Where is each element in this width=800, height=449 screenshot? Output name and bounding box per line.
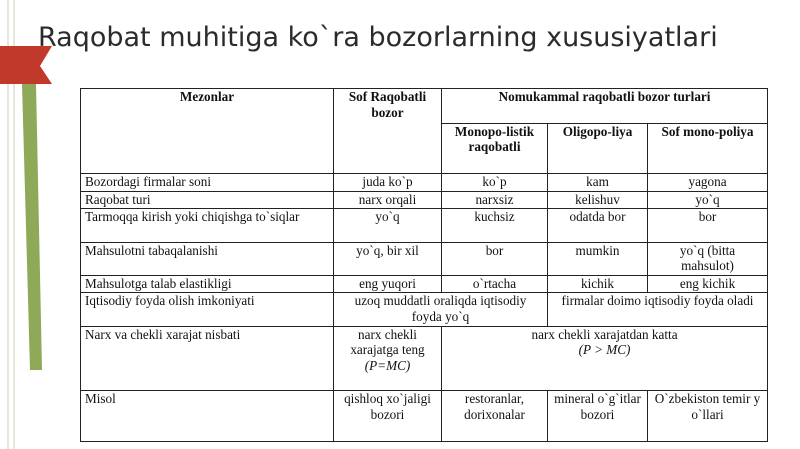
cell-sof-monopoliya: yo`q bbox=[648, 191, 768, 208]
cell-monopolistik: narxsiz bbox=[442, 191, 548, 208]
table-row bbox=[81, 276, 768, 293]
cell-sof: juda ko`p bbox=[334, 174, 442, 191]
cell-sof-monopoliya: bor bbox=[648, 209, 768, 243]
cell-sof-and-monopolistik: uzoq muddatli oraliqda iqtisodiy foyda yo`q bbox=[334, 293, 548, 327]
cell-monopolistik: bor bbox=[442, 242, 548, 276]
cell-sof-monopoliya: O`zbekiston temir y o`llari bbox=[648, 391, 768, 442]
table-row bbox=[81, 174, 768, 191]
cell-oligopoliya: kichik bbox=[548, 276, 648, 293]
cell-oligopoliya: kam bbox=[548, 174, 648, 191]
cell-sof: narx orqali bbox=[334, 191, 442, 208]
slide-decoration bbox=[0, 0, 60, 449]
cell-nomukammal-formula: (P > MC) bbox=[578, 342, 631, 358]
header-sof-raqobatli: Sof Raqobatli bozor bbox=[334, 89, 442, 174]
header-monopolistik: Monopo-listik raqobatli bbox=[442, 123, 548, 174]
row-criterion: Misol bbox=[81, 391, 334, 442]
table-row bbox=[81, 242, 768, 276]
slide-title: Raqobat muhitiga ko`ra bozorlarning xususiyatlari bbox=[38, 22, 718, 53]
row-criterion: Narx va chekli xarajat nisbati bbox=[81, 326, 334, 390]
table-row bbox=[81, 191, 768, 208]
cell-sof-monopoliya: yo`q (bitta mahsulot) bbox=[648, 242, 768, 276]
cell-monopolistik: ko`p bbox=[442, 174, 548, 191]
row-criterion: Mahsulotga talab elastikligi bbox=[81, 276, 334, 293]
cell-sof-monopoliya: yagona bbox=[648, 174, 768, 191]
header-oligopoliya: Oligopo-liya bbox=[548, 123, 648, 174]
green-ribbon-shape bbox=[22, 84, 42, 370]
cell-monopolistik: kuchsiz bbox=[442, 209, 548, 243]
table-row bbox=[81, 293, 768, 327]
cell-sof: qishloq xo`jaligi bozori bbox=[334, 391, 442, 442]
cell-oligopoliya: mineral o`g`itlar bozori bbox=[548, 391, 648, 442]
header-nomukammal: Nomukammal raqobatli bozor turlari bbox=[442, 89, 768, 124]
header-sof-monopoliya: Sof mono-poliya bbox=[648, 123, 768, 174]
row-criterion: Mahsulotni tabaqalanishi bbox=[81, 242, 334, 276]
row-criterion: Tarmoqqa kirish yoki chiqishga to`siqlar bbox=[81, 209, 334, 243]
cell-sof: yo`q, bir xil bbox=[334, 242, 442, 276]
table-row bbox=[81, 391, 768, 442]
comparison-table-container bbox=[80, 88, 767, 442]
table-row bbox=[81, 326, 768, 390]
cell-monopolistik: restoranlar, dorixonalar bbox=[442, 391, 548, 442]
row-criterion: Bozordagi firmalar soni bbox=[81, 174, 334, 191]
cell-nomukammal bbox=[442, 326, 768, 390]
cell-oligopoliya: kelishuv bbox=[548, 191, 648, 208]
cell-oligopoliya-and-sof-monopoliya: firmalar doimo iqtisodiy foyda oladi bbox=[548, 293, 768, 327]
cell-monopolistik: o`rtacha bbox=[442, 276, 548, 293]
header-mezonlar: Mezonlar bbox=[81, 89, 334, 174]
cell-sof: eng yuqori bbox=[334, 276, 442, 293]
row-criterion: Raqobat turi bbox=[81, 191, 334, 208]
table-row bbox=[81, 209, 768, 243]
cell-sof-monopoliya: eng kichik bbox=[648, 276, 768, 293]
cell-oligopoliya: odatda bor bbox=[548, 209, 648, 243]
comparison-table bbox=[80, 88, 768, 442]
cell-sof: yo`q bbox=[334, 209, 442, 243]
cell-sof-formula: (P=MC) bbox=[364, 357, 411, 373]
cell-nomukammal-text: narx chekli xarajatdan katta bbox=[531, 326, 678, 342]
cell-sof bbox=[334, 326, 442, 390]
cell-oligopoliya: mumkin bbox=[548, 242, 648, 276]
row-criterion: Iqtisodiy foyda olish imkoniyati bbox=[81, 293, 334, 327]
cell-sof-text: narx chekli xarajatga teng bbox=[350, 326, 425, 358]
